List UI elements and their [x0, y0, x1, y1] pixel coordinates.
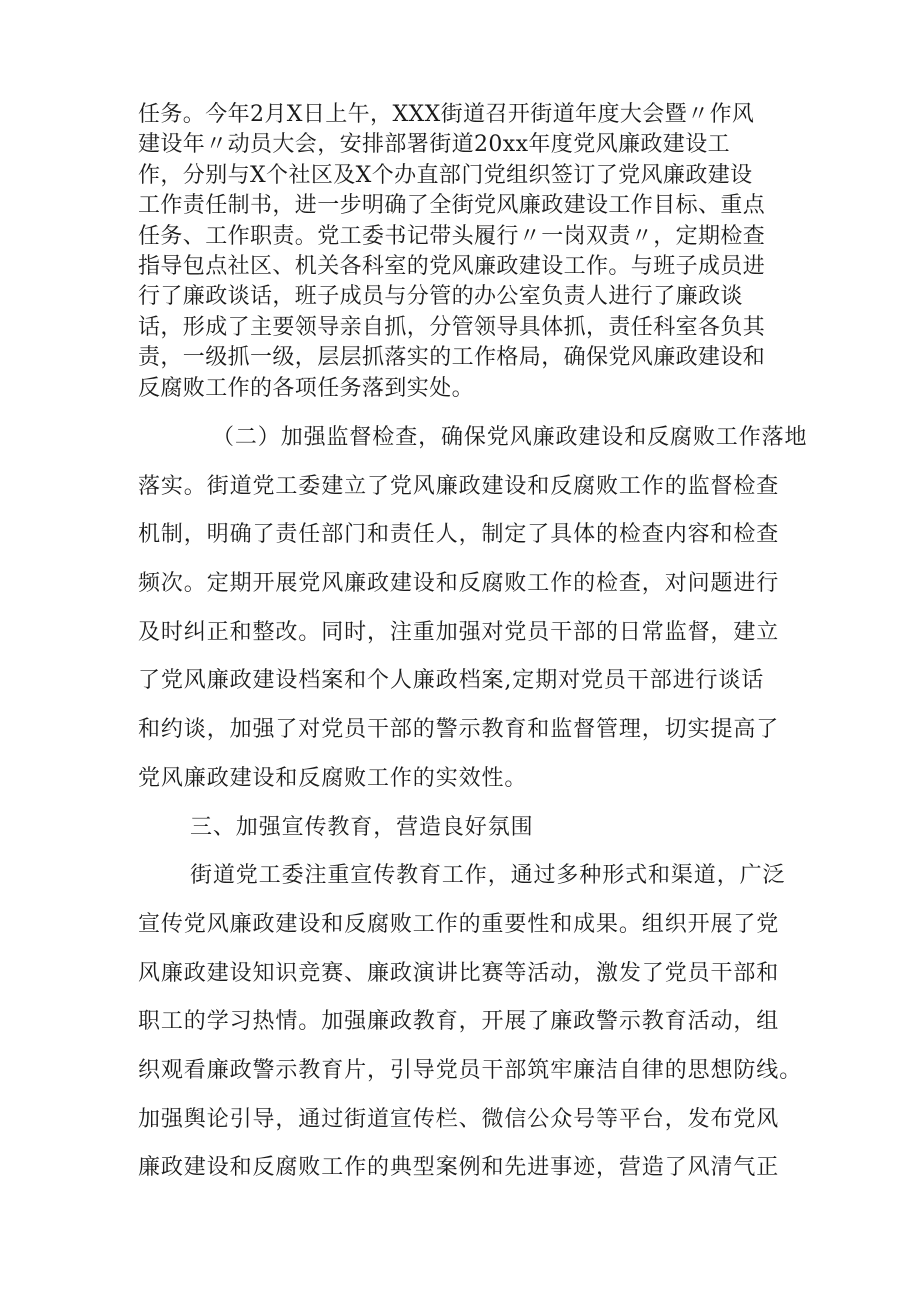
- text-line: 责，一级抓一级，层层抓落实的工作格局，确保党风廉政建设和: [138, 345, 766, 371]
- text-line: 织观看廉政警示教育片，引导党员干部筑牢廉洁自律的思想防线。: [138, 1057, 803, 1083]
- text-line: 话，形成了主要领导亲自抓，分管领导具体抓，责任科室各负其: [138, 314, 766, 340]
- text-line: 任务。今年2月X日上午，XXX街道召开街道年度大会暨〃作风: [138, 102, 755, 127]
- text-line: 落实。街道党工委建立了党风廉政建设和反腐败工作的监督检查: [138, 473, 780, 499]
- text-line: 廉政建设和反腐败工作的典型案例和先进事迹，营造了风清气正: [138, 1155, 780, 1181]
- text-line: 反腐败工作的各项任务落到实处。: [138, 375, 475, 401]
- text-line: 加强舆论引导，通过街道宣传栏、微信公众号等平台，发布党风: [138, 1106, 780, 1132]
- section-heading: 三、加强宣传教育，营造良好氛围: [190, 814, 534, 840]
- text-line: 机制，明确了责任部门和责任人，制定了具体的检查内容和检查: [138, 522, 780, 548]
- text-line: 宣传党风廉政建设和反腐败工作的重要性和成果。组织开展了党: [138, 911, 780, 937]
- paragraph-publicity-education: [138, 852, 818, 1193]
- text-line: 街道党工委注重宣传教育工作，通过多种形式和渠道，广泛: [190, 863, 786, 889]
- paragraph-supervision: [138, 414, 818, 804]
- text-line: 职工的学习热情。加强廉政教育，开展了廉政警示教育活动，组: [138, 1009, 780, 1035]
- text-line: 作，分别与X个社区及X个办直部门党组织签订了党风廉政建设: [138, 162, 753, 188]
- text-line: 和约谈，加强了对党员干部的警示教育和监督管理，切实提高了: [138, 717, 780, 743]
- text-line: 任务、工作职责。党工委书记带头履行〃一岗双责〃，定期检查: [138, 223, 766, 249]
- text-line: 及时纠正和整改。同时，注重加强对党员干部的日常监督，建立: [138, 619, 780, 645]
- paragraph-responsibility-system: [138, 100, 798, 404]
- text-line: 频次。定期开展党风廉政建设和反腐败工作的检查，对问题进行: [138, 571, 780, 597]
- text-line: 工作责任制书，进一步明确了全街党风廉政建设工作目标、重点: [138, 193, 766, 219]
- text-line: 党风廉政建设和反腐败工作的实效性。: [138, 765, 528, 791]
- text-line: 建设年〃动员大会，安排部署街道20xx年度党风廉政建设工: [138, 132, 731, 158]
- text-line: 风廉政建设知识竞赛、廉政演讲比赛等活动，激发了党员干部和: [138, 960, 780, 986]
- text-line: 了党风廉政建设档案和个人廉政档案,定期对党员干部进行谈话: [138, 668, 765, 694]
- text-line: 指导包点社区、机关各科室的党风廉政建设工作。与班子成员进: [138, 253, 766, 279]
- text-line: （二）加强监督检查，确保党风廉政建设和反腐败工作落地: [212, 425, 808, 450]
- body-continued: [138, 414, 818, 1193]
- text-line: 行了廉政谈话，班子成员与分管的办公室负责人进行了廉政谈: [138, 284, 743, 310]
